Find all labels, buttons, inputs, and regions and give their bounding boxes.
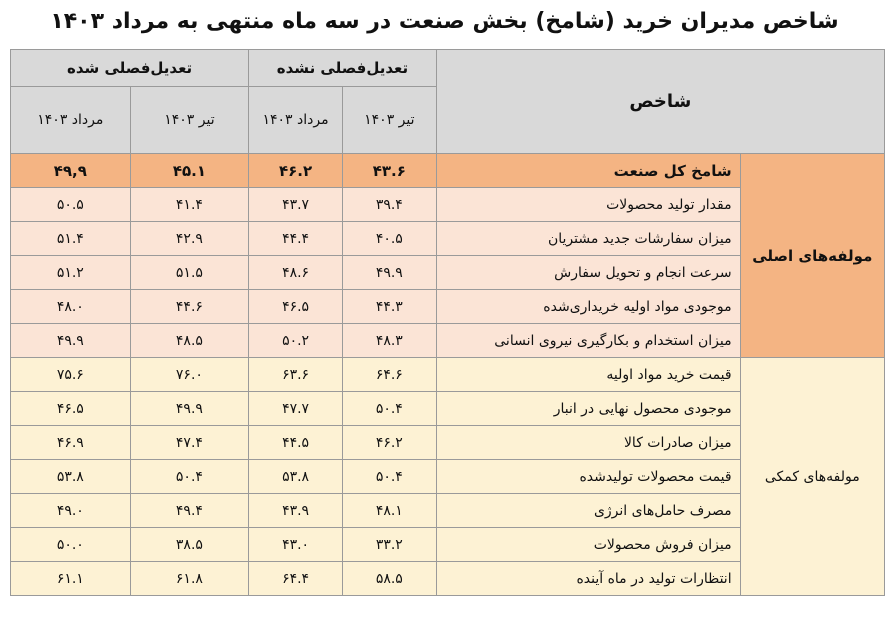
cell-na-mordad: ۵۰.۲ bbox=[249, 324, 343, 358]
cell-na-mordad: ۴۸.۶ bbox=[249, 256, 343, 290]
cell-na-tir: ۶۴.۶ bbox=[342, 358, 436, 392]
cell-a-mordad: ۵۳.۸ bbox=[11, 460, 131, 494]
cell-a-mordad: ۴۹.۰ bbox=[11, 494, 131, 528]
cell-na-tir: ۴۴.۳ bbox=[342, 290, 436, 324]
cell-a-mordad: ۴۶.۹ bbox=[11, 426, 131, 460]
cell-a-tir: ۳۸.۵ bbox=[130, 528, 249, 562]
page-title: شاخص مدیران خرید (شامخ) بخش صنعت در سه ماه منتهی به مرداد ۱۴۰۳ bbox=[50, 9, 839, 34]
table-row-total bbox=[11, 154, 885, 188]
cell-a-mordad: ۴۹,۹ bbox=[11, 154, 131, 188]
cell-a-tir: ۴۱.۴ bbox=[130, 188, 249, 222]
cell-a-tir: ۴۵.۱ bbox=[130, 154, 249, 188]
cell-na-tir: ۵۰.۴ bbox=[342, 392, 436, 426]
cell-a-tir: ۵۱.۵ bbox=[130, 256, 249, 290]
cell-na-mordad: ۴۳.۹ bbox=[249, 494, 343, 528]
cell-a-tir: ۶۱.۸ bbox=[130, 562, 249, 596]
cell-a-tir: ۴۹.۹ bbox=[130, 392, 249, 426]
cell-a-mordad: ۴۹.۹ bbox=[11, 324, 131, 358]
cell-na-tir: ۳۳.۲ bbox=[342, 528, 436, 562]
header-na-tir: تیر ۱۴۰۳ bbox=[342, 87, 436, 154]
cell-na-tir: ۴۹.۹ bbox=[342, 256, 436, 290]
table-row bbox=[11, 358, 885, 392]
cell-na-mordad: ۶۴.۴ bbox=[249, 562, 343, 596]
cell-na-tir: ۴۰.۵ bbox=[342, 222, 436, 256]
cell-na-tir: ۵۰.۴ bbox=[342, 460, 436, 494]
row-name: مصرف حامل‌های انرژی bbox=[436, 494, 740, 528]
cell-na-mordad: ۶۳.۶ bbox=[249, 358, 343, 392]
cell-na-mordad: ۴۴.۴ bbox=[249, 222, 343, 256]
row-name: مقدار تولید محصولات bbox=[436, 188, 740, 222]
header-adjusted: تعدیل‌فصلی شده bbox=[11, 50, 249, 87]
row-name: قیمت محصولات تولیدشده bbox=[436, 460, 740, 494]
cell-a-mordad: ۵۱.۴ bbox=[11, 222, 131, 256]
cell-a-mordad: ۵۰.۵ bbox=[11, 188, 131, 222]
cell-a-mordad: ۵۰.۰ bbox=[11, 528, 131, 562]
row-name: میزان سفارشات جدید مشتریان bbox=[436, 222, 740, 256]
cell-a-tir: ۵۰.۴ bbox=[130, 460, 249, 494]
cell-a-mordad: ۴۸.۰ bbox=[11, 290, 131, 324]
row-name: موجودی محصول نهایی در انبار bbox=[436, 392, 740, 426]
header-a-tir: تیر ۱۴۰۳ bbox=[130, 87, 249, 154]
header-not-adjusted: تعدیل‌فصلی نشده bbox=[249, 50, 437, 87]
cell-na-tir: ۵۸.۵ bbox=[342, 562, 436, 596]
cell-na-tir: ۳۹.۴ bbox=[342, 188, 436, 222]
cell-na-mordad: ۴۶.۵ bbox=[249, 290, 343, 324]
category-aux: مولفه‌های کمکی bbox=[740, 358, 884, 596]
row-name: میزان استخدام و بکارگیری نیروی انسانی bbox=[436, 324, 740, 358]
cell-na-mordad: ۴۳.۰ bbox=[249, 528, 343, 562]
row-name: موجودی مواد اولیه خریداری‌شده bbox=[436, 290, 740, 324]
pmi-table bbox=[10, 49, 885, 596]
row-name: سرعت انجام و تحویل سفارش bbox=[436, 256, 740, 290]
row-name: انتظارات تولید در ماه آینده bbox=[436, 562, 740, 596]
row-name: میزان فروش محصولات bbox=[436, 528, 740, 562]
header-a-mordad: مرداد ۱۴۰۳ bbox=[11, 87, 131, 154]
cell-a-tir: ۴۴.۶ bbox=[130, 290, 249, 324]
header-index: شاخص bbox=[436, 50, 884, 154]
header-na-mordad: مرداد ۱۴۰۳ bbox=[249, 87, 343, 154]
cell-na-mordad: ۴۶.۲ bbox=[249, 154, 343, 188]
cell-na-mordad: ۴۳.۷ bbox=[249, 188, 343, 222]
category-main: مولفه‌های اصلی bbox=[740, 154, 884, 358]
cell-a-tir: ۴۸.۵ bbox=[130, 324, 249, 358]
cell-na-tir: ۴۸.۳ bbox=[342, 324, 436, 358]
cell-a-mordad: ۶۱.۱ bbox=[11, 562, 131, 596]
cell-na-mordad: ۴۷.۷ bbox=[249, 392, 343, 426]
cell-na-tir: ۴۶.۲ bbox=[342, 426, 436, 460]
row-name: قیمت خرید مواد اولیه bbox=[436, 358, 740, 392]
cell-a-tir: ۴۷.۴ bbox=[130, 426, 249, 460]
cell-na-mordad: ۴۴.۵ bbox=[249, 426, 343, 460]
row-name: شامخ کل صنعت bbox=[436, 154, 740, 188]
cell-na-mordad: ۵۳.۸ bbox=[249, 460, 343, 494]
cell-a-tir: ۴۹.۴ bbox=[130, 494, 249, 528]
cell-a-mordad: ۵۱.۲ bbox=[11, 256, 131, 290]
cell-a-tir: ۴۲.۹ bbox=[130, 222, 249, 256]
cell-na-tir: ۴۸.۱ bbox=[342, 494, 436, 528]
cell-a-mordad: ۴۶.۵ bbox=[11, 392, 131, 426]
row-name: میزان صادرات کالا bbox=[436, 426, 740, 460]
cell-a-mordad: ۷۵.۶ bbox=[11, 358, 131, 392]
cell-na-tir: ۴۳.۶ bbox=[342, 154, 436, 188]
cell-a-tir: ۷۶.۰ bbox=[130, 358, 249, 392]
